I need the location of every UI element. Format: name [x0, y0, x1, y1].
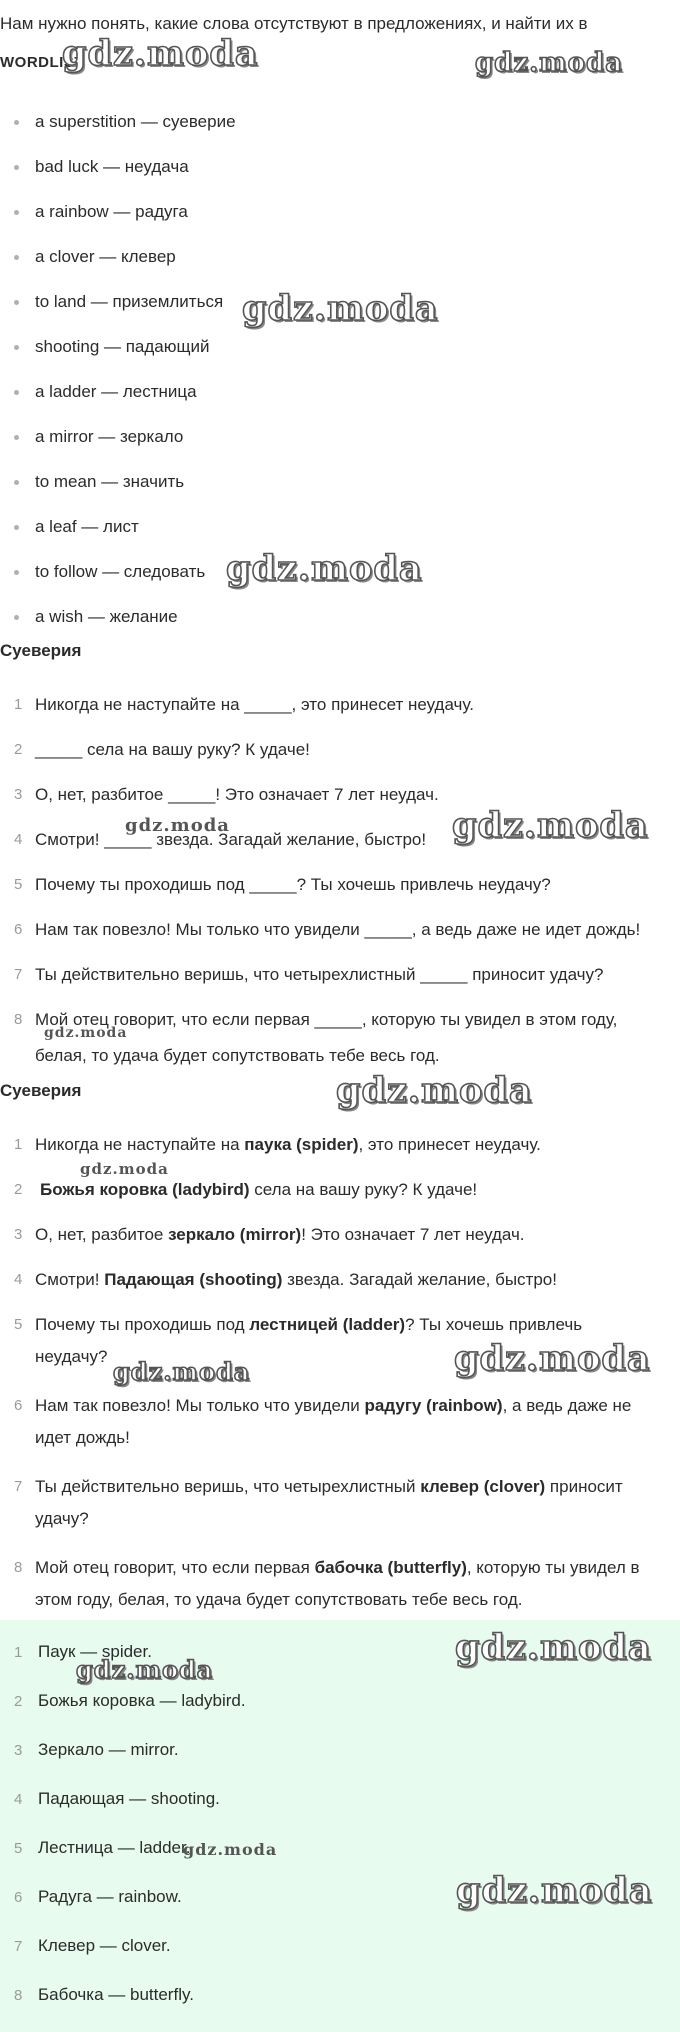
item-number: 3 [14, 786, 23, 803]
item-number: 7 [14, 1938, 23, 1955]
watermark: gdz.moda [475, 48, 624, 78]
sentence-text: ? Ты хочешь привлечь неудачу? [35, 1315, 583, 1366]
item-number: 7 [14, 1478, 23, 1495]
sentence-text: Почему ты проходишь под [35, 1315, 250, 1334]
item-number: 4 [14, 1791, 23, 1808]
watermark: gdz.moda [454, 1338, 651, 1379]
sentence-text: приносит удачу? [35, 1477, 623, 1528]
bullet-icon [14, 435, 19, 440]
item-number: 8 [14, 1011, 23, 1028]
watermark: gdz.moda [62, 33, 259, 74]
watermark: gdz.moda [44, 1025, 128, 1041]
answer-word: радугу (rainbow) [364, 1396, 503, 1415]
item-number: 5 [14, 1840, 23, 1857]
sentence: О, нет, разбитое _____! Это означает 7 лет неудач. [35, 785, 439, 804]
watermark: gdz.moda [76, 1655, 214, 1684]
item-number: 6 [14, 1397, 23, 1414]
item-number: 5 [14, 876, 23, 893]
sentence-text: , это принесет неудачу. [358, 1135, 541, 1154]
watermark: gdz.moda [183, 1840, 278, 1859]
item-number: 3 [14, 1226, 23, 1243]
section-title: Суеверия [0, 641, 82, 660]
sentence-text: , а ведь даже не идет дождь! [35, 1396, 632, 1447]
sentence: Смотри! _____ звезда. Загадай желание, быстро! [35, 830, 427, 849]
watermark: gdz.moda [452, 805, 649, 846]
watermark: gdz.moda [226, 548, 423, 589]
watermark: gdz.moda [455, 1627, 652, 1668]
sentence: Никогда не наступайте на _____, это принесет неудачу. [35, 695, 474, 714]
watermark: gdz.moda [125, 815, 230, 836]
answer-word: клевер (clover) [420, 1477, 546, 1496]
answer-text: Бабочка — butterfly. [38, 1985, 194, 2004]
answer-text: Божья коровка — ladybird. [38, 1691, 246, 1710]
sentence-text: О, нет, разбитое [35, 1225, 169, 1244]
bullet-icon [14, 570, 19, 575]
sentence-text: , которую ты увидел в этом году, белая, то удача будет сопутствовать тебе весь год. [35, 1558, 640, 1609]
sentence-text: Нам так повезло! Мы только что увидели [35, 1396, 365, 1415]
section-title: Суеверия [0, 1081, 82, 1100]
item-number: 5 [14, 1316, 23, 1333]
item-number: 3 [14, 1742, 23, 1759]
answer-text: Радуга — rainbow. [38, 1887, 182, 1906]
sentence: Ты действительно веришь, что четырехлистный _____ приносит удачу? [35, 965, 604, 984]
bullet-icon [14, 300, 19, 305]
answer-word: паука (spider) [244, 1135, 359, 1154]
watermark: gdz.moda [336, 1070, 533, 1111]
bullet-icon [14, 165, 19, 170]
bullet-icon [14, 615, 19, 620]
item-number: 1 [14, 1136, 23, 1153]
item-number: 4 [14, 1271, 23, 1288]
answer-word: бабочка (butterfly) [314, 1558, 467, 1577]
item-number: 6 [14, 921, 23, 938]
item-number: 1 [14, 1644, 23, 1661]
sentence-text: звезда. Загадай желание, быстро! [282, 1270, 557, 1289]
bullet-icon [14, 210, 19, 215]
sentence: _____ села на вашу руку? К удаче! [35, 740, 310, 759]
sentence-continued: белая, то удача будет сопутствовать тебе весь год. [35, 1046, 440, 1065]
bullet-icon [14, 345, 19, 350]
answer-text: Падающая — shooting. [38, 1789, 220, 1808]
bullet-icon [14, 255, 19, 260]
bullet-icon [14, 390, 19, 395]
item-number: 7 [14, 966, 23, 983]
answer-text: Паук — spider. [38, 1642, 152, 1661]
sentence-text: Ты действительно веришь, что четырехлистный [35, 1477, 421, 1496]
bullet-icon [14, 480, 19, 485]
watermark: gdz.moda [242, 288, 439, 329]
answer-word: зеркало (mirror) [168, 1225, 302, 1244]
watermark: gdz.moda [80, 1160, 169, 1178]
sentence-text: села на вашу руку? К удаче! [249, 1180, 478, 1199]
bullet-icon [14, 120, 19, 125]
item-number: 1 [14, 696, 23, 713]
sentence: Почему ты проходишь под _____? Ты хочешь привлечь неудачу? [35, 875, 551, 894]
answer-text: Лестница — ladder. [38, 1838, 191, 1857]
sentence-text: ! Это означает 7 лет неудач. [301, 1225, 525, 1244]
sentence-text: Никогда не наступайте на [35, 1135, 245, 1154]
wordlist-label: WORDLIST [0, 54, 84, 71]
answer-word: Падающая (shooting) [104, 1270, 283, 1289]
item-number: 8 [14, 1987, 23, 2004]
item-number: 2 [14, 1693, 23, 1710]
answer-text: Зеркало — mirror. [38, 1740, 179, 1759]
item-number: 2 [14, 741, 23, 758]
answer-word: лестницей (ladder) [249, 1315, 406, 1334]
intro-line: Нам нужно понять, какие слова отсутствуют в предложениях, и найти их в [0, 14, 588, 33]
watermark: gdz.moda [113, 1357, 251, 1386]
answers-box [0, 1620, 680, 2032]
sentence-text: Мой отец говорит, что если первая [35, 1558, 315, 1577]
item-number: 4 [14, 831, 23, 848]
answer-text: Клевер — clover. [38, 1936, 171, 1955]
bullet-icon [14, 525, 19, 530]
item-number: 8 [14, 1559, 23, 1576]
sentence-text: Смотри! [35, 1270, 105, 1289]
intro-text [0, 10, 680, 76]
sentence: Мой отец говорит, что если первая _____, которую ты увидел в этом году, [35, 1010, 618, 1029]
item-number: 2 [14, 1181, 23, 1198]
answer-word: Божья коровка (ladybird) [40, 1180, 250, 1199]
sentence: Нам так повезло! Мы только что увидели _____, а ведь даже не идет дождь! [35, 920, 641, 939]
watermark: gdz.moda [456, 1870, 653, 1911]
item-number: 6 [14, 1889, 23, 1906]
